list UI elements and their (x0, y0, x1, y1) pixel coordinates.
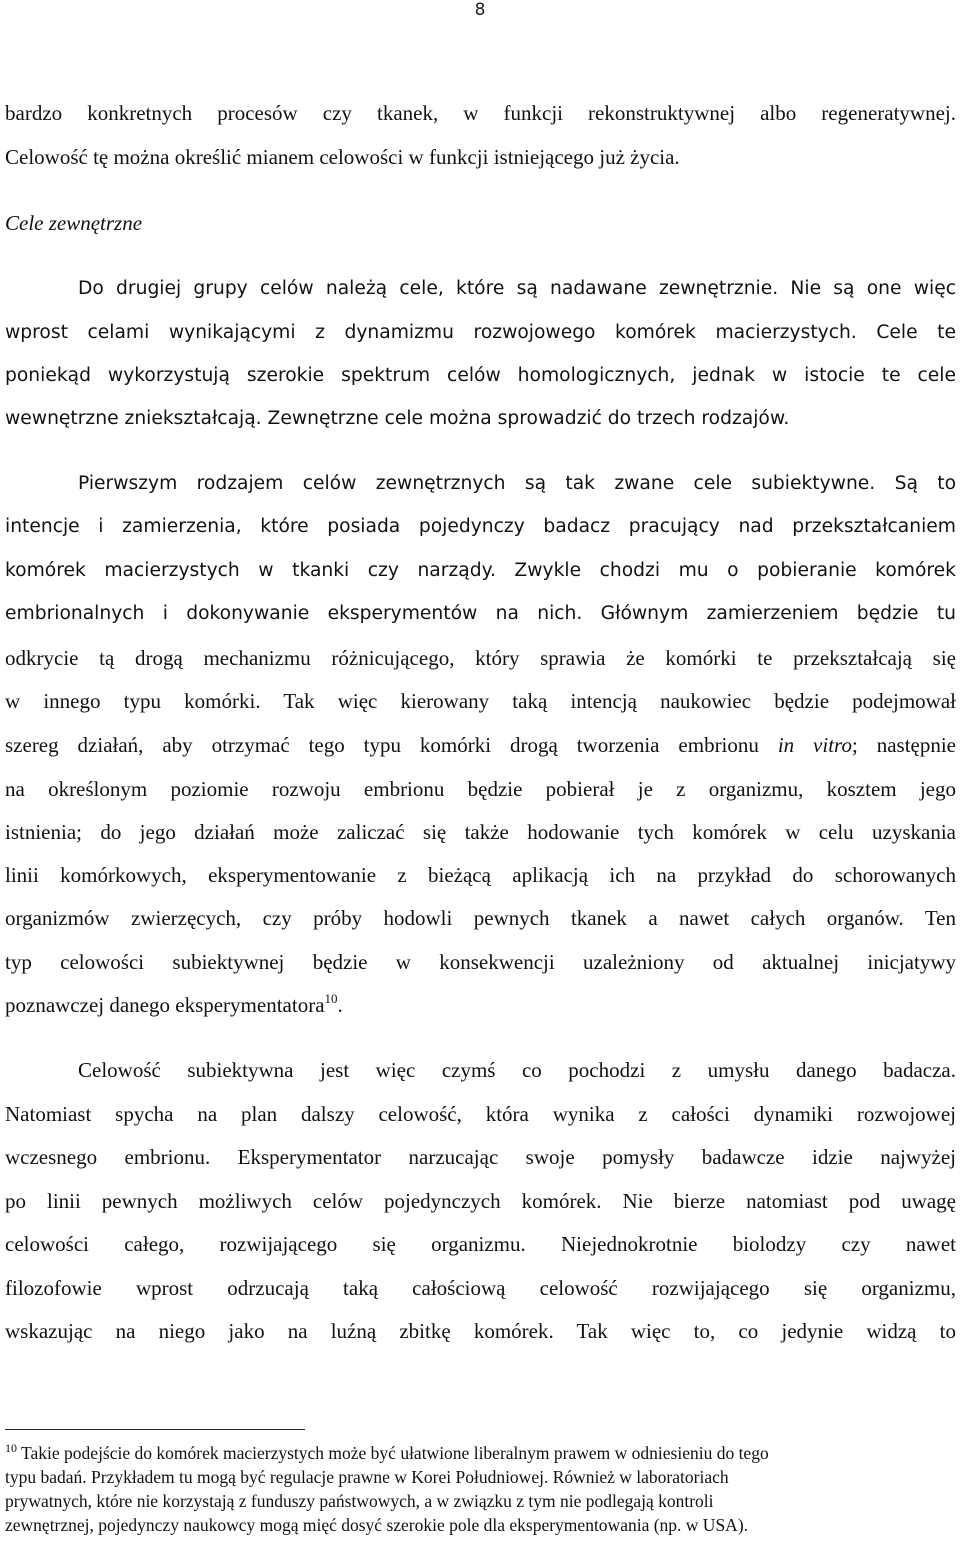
footnote-ref: 10 (324, 991, 338, 1006)
footnote-text: Takie podejście do komórek macierzystych może być ułatwione liberalnym prawem w odniesieniu do tego (17, 1443, 769, 1463)
text-segment: szereg działań, aby otrzymać tego typu komórki drogą tworzenia embrionu (5, 733, 778, 757)
text-line: filozofowie wprost odrzucają taką całościową celowość rozwijającego się organizmu, (5, 1276, 956, 1300)
text-line: linii komórkowych, eksperymentowanie z bieżącą aplikacją ich na przykład do schorowanych (5, 863, 956, 887)
text-line: intencje i zamierzenia, które posiada pojedynczy badacz pracujący nad przekształcaniem (5, 516, 956, 537)
page-number: 8 (474, 0, 486, 20)
text-segment: poznawczej danego eksperymentatora (5, 993, 325, 1017)
text-line: na określonym poziomie rozwoju embrionu będzie pobierał je z organizmu, kosztem jego (5, 777, 956, 801)
text-line: odkrycie tą drogą mechanizmu różnicującego, który sprawia że komórki te przekształcają się (5, 646, 956, 670)
text-line: typ celowości subiektywnej będzie w konsekwencji uzależniony od aktualnej inicjatywy (5, 950, 956, 974)
footnote-line: prywatnych, które nie korzystają z funduszy państwowych, a w związku z tym nie podlegają kontroli (5, 1491, 714, 1511)
footnote-mark: 10 (5, 1441, 17, 1455)
text-line: komórek macierzystych w tkanki czy narządy. Zwykle chodzi mu o pobieranie komórek (5, 560, 956, 581)
text-line: Celowość subiektywna jest więc czymś co pochodzi z umysłu danego badacza. (78, 1058, 956, 1082)
text-segment: ; następnie (851, 733, 957, 757)
footnote-separator (5, 1429, 305, 1430)
text-line (5, 992, 956, 1018)
italic-term: in vitro (777, 733, 852, 757)
text-line: poniekąd wykorzystują szerokie spektrum celów homologicznych, jednak w istocie te cele (5, 365, 956, 386)
text-line: istnienia; do jego działań może zaliczać się także hodowanie tych komórek w celu uzyskania (5, 820, 956, 844)
footnote-line: zewnętrznej, pojedynczy naukowcy mogą mięć dosyć szerokie pole dla eksperymentowania (np. w USA). (5, 1515, 749, 1535)
text-segment: . (337, 993, 343, 1017)
text-line: celowości całego, rozwijającego się organizmu. Niejednokrotnie biolodzy czy nawet (5, 1232, 956, 1256)
footnote-line (5, 1441, 956, 1465)
text-line: Celowość tę można określić mianem celowości w funkcji istniejącego już życia. (5, 145, 680, 169)
text-line: bardzo konkretnych procesów czy tkanek, w funkcji rekonstruktywnej albo regeneratywnej. (5, 101, 956, 125)
text-line: w innego typu komórki. Tak więc kierowany taką intencją naukowiec będzie podejmował (5, 689, 956, 713)
section-heading: Cele zewnętrzne (5, 211, 143, 235)
footnote-line: typu badań. Przykładem tu mogą być regulacje prawne w Korei Południowej. Również w laboratoriach (5, 1467, 729, 1487)
text-line: wprost celami wynikającymi z dynamizmu rozwojowego komórek macierzystych. Cele te (5, 322, 956, 343)
text-line: embrionalnych i dokonywanie eksperymentów na nich. Głównym zamierzeniem będzie tu (5, 603, 956, 624)
text-line: Do drugiej grupy celów należą cele, które są nadawane zewnętrznie. Nie są one więc (78, 278, 956, 299)
text-line: wewnętrzne zniekształcają. Zewnętrzne cele można sprowadzić do trzech rodzajów. (5, 408, 790, 429)
text-line: wczesnego embrionu. Eksperymentator narzucając swoje pomysły badawcze idzie najwyżej (5, 1145, 956, 1169)
text-line (5, 732, 956, 758)
text-line: wskazując na niego jako na luźną zbitkę komórek. Tak więc to, co jedynie widzą to (5, 1319, 956, 1343)
text-line: Pierwszym rodzajem celów zewnętrznych są tak zwane cele subiektywne. Są to (78, 473, 956, 494)
text-line: organizmów zwierzęcych, czy próby hodowli pewnych tkanek a nawet całych organów. Ten (5, 906, 956, 930)
text-line: Natomiast spycha na plan dalszy celowość, która wynika z całości dynamiki rozwojowej (5, 1102, 956, 1126)
text-line: po linii pewnych możliwych celów pojedynczych komórek. Nie bierze natomiast pod uwagę (5, 1189, 956, 1213)
